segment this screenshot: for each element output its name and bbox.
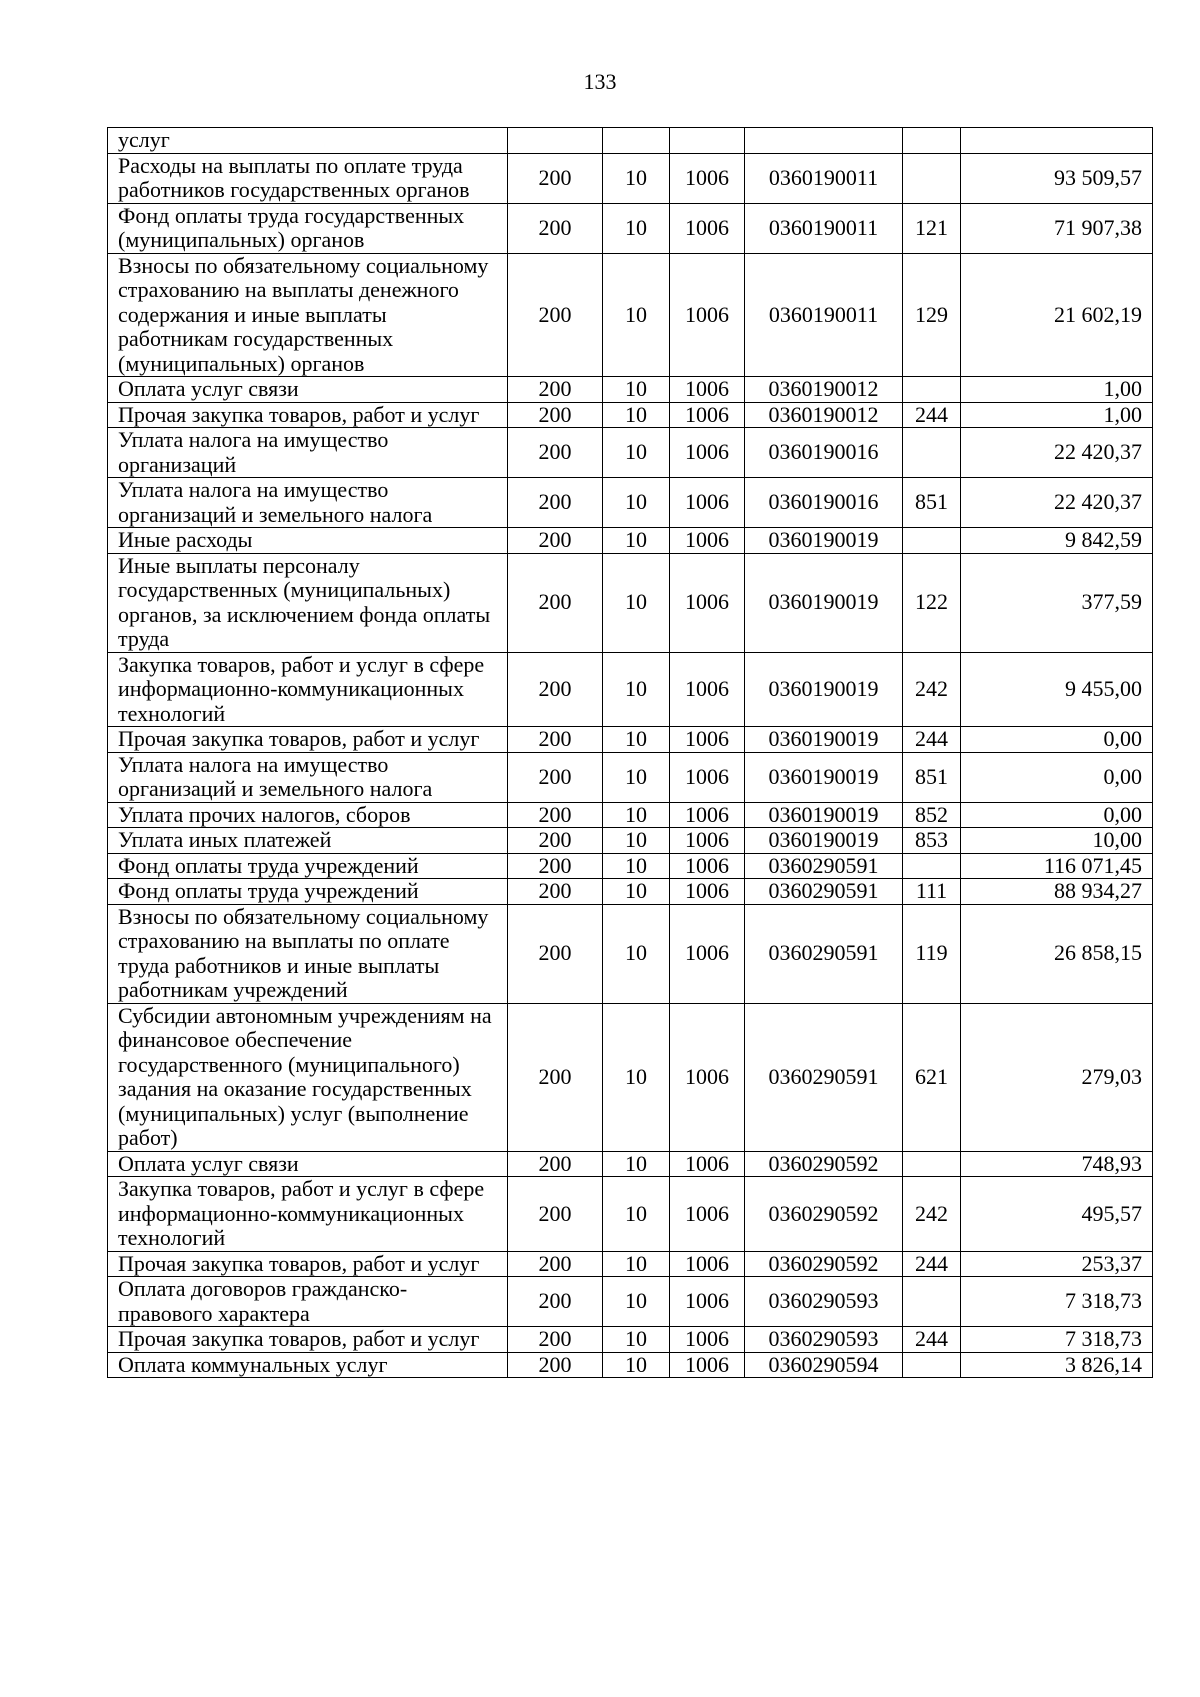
cell-vr: 122 [903, 553, 961, 652]
cell-rz: 10 [603, 402, 670, 428]
cell-sum: 22 420,37 [961, 428, 1153, 478]
table-row [108, 1151, 1153, 1177]
cell-sum: 748,93 [961, 1151, 1153, 1177]
cell-csr: 0360290591 [745, 1003, 903, 1151]
cell-csr: 0360290592 [745, 1251, 903, 1277]
cell-name: Фонд оплаты труда учреждений [108, 879, 508, 905]
table-row [108, 253, 1153, 377]
cell-name: Уплата налога на имущество организаций и земельного налога [108, 752, 508, 802]
cell-sum: 0,00 [961, 727, 1153, 753]
cell-csr: 0360190019 [745, 652, 903, 727]
table-row [108, 528, 1153, 554]
cell-vr: 244 [903, 402, 961, 428]
cell-vr [903, 528, 961, 554]
cell-pr: 1006 [670, 1327, 745, 1353]
cell-rz: 10 [603, 1327, 670, 1353]
cell-csr: 0360190011 [745, 253, 903, 377]
table-row [108, 652, 1153, 727]
cell-csr: 0360290593 [745, 1277, 903, 1327]
cell-vr: 121 [903, 203, 961, 253]
cell-ved: 200 [508, 478, 603, 528]
cell-rz: 10 [603, 1177, 670, 1252]
cell-pr: 1006 [670, 1003, 745, 1151]
cell-sum: 495,57 [961, 1177, 1153, 1252]
table-row [108, 1003, 1153, 1151]
cell-csr: 0360290591 [745, 853, 903, 879]
cell-pr: 1006 [670, 402, 745, 428]
cell-rz: 10 [603, 553, 670, 652]
cell-pr: 1006 [670, 727, 745, 753]
cell-sum: 279,03 [961, 1003, 1153, 1151]
cell-vr: 244 [903, 727, 961, 753]
cell-vr [903, 853, 961, 879]
cell-vr: 242 [903, 1177, 961, 1252]
cell-vr: 129 [903, 253, 961, 377]
budget-table [107, 127, 1153, 1378]
cell-sum: 7 318,73 [961, 1277, 1153, 1327]
cell-csr: 0360190019 [745, 553, 903, 652]
cell-rz: 10 [603, 727, 670, 753]
cell-sum: 22 420,37 [961, 478, 1153, 528]
table-row [108, 1251, 1153, 1277]
cell-sum: 71 907,38 [961, 203, 1153, 253]
cell-csr: 0360190019 [745, 802, 903, 828]
cell-rz: 10 [603, 528, 670, 554]
cell-name: Фонд оплаты труда государственных (муниципальных) органов [108, 203, 508, 253]
cell-rz: 10 [603, 1352, 670, 1378]
cell-ved: 200 [508, 203, 603, 253]
cell-csr: 0360190016 [745, 428, 903, 478]
cell-rz: 10 [603, 879, 670, 905]
table-body [108, 128, 1153, 1378]
cell-ved: 200 [508, 377, 603, 403]
cell-pr: 1006 [670, 828, 745, 854]
cell-sum: 26 858,15 [961, 904, 1153, 1003]
cell-pr: 1006 [670, 1277, 745, 1327]
cell-pr: 1006 [670, 528, 745, 554]
cell-pr: 1006 [670, 478, 745, 528]
table-row [108, 402, 1153, 428]
cell-csr [745, 128, 903, 154]
cell-name: Оплата коммунальных услуг [108, 1352, 508, 1378]
cell-csr: 0360190012 [745, 402, 903, 428]
cell-csr: 0360290592 [745, 1177, 903, 1252]
cell-sum: 3 826,14 [961, 1352, 1153, 1378]
cell-name: Закупка товаров, работ и услуг в сфере информационно-коммуникационных технологий [108, 1177, 508, 1252]
cell-pr: 1006 [670, 1151, 745, 1177]
cell-rz: 10 [603, 478, 670, 528]
table-row [108, 478, 1153, 528]
table-row [108, 553, 1153, 652]
cell-vr: 853 [903, 828, 961, 854]
cell-ved: 200 [508, 828, 603, 854]
cell-rz: 10 [603, 203, 670, 253]
cell-csr: 0360190019 [745, 752, 903, 802]
cell-vr: 244 [903, 1327, 961, 1353]
cell-name: Закупка товаров, работ и услуг в сфере информационно-коммуникационных технологий [108, 652, 508, 727]
table-row [108, 1277, 1153, 1327]
cell-ved: 200 [508, 904, 603, 1003]
cell-ved: 200 [508, 1151, 603, 1177]
table-row [108, 853, 1153, 879]
cell-vr [903, 1352, 961, 1378]
cell-name: Прочая закупка товаров, работ и услуг [108, 402, 508, 428]
cell-csr: 0360290591 [745, 904, 903, 1003]
cell-rz: 10 [603, 1003, 670, 1151]
cell-pr: 1006 [670, 1251, 745, 1277]
cell-pr: 1006 [670, 853, 745, 879]
cell-csr: 0360190019 [745, 828, 903, 854]
cell-sum: 0,00 [961, 752, 1153, 802]
cell-vr [903, 1277, 961, 1327]
cell-rz: 10 [603, 1251, 670, 1277]
cell-sum: 9 455,00 [961, 652, 1153, 727]
cell-ved: 200 [508, 652, 603, 727]
cell-name: Прочая закупка товаров, работ и услуг [108, 1251, 508, 1277]
cell-name: Иные расходы [108, 528, 508, 554]
cell-sum: 1,00 [961, 402, 1153, 428]
cell-vr [903, 377, 961, 403]
cell-pr: 1006 [670, 428, 745, 478]
cell-pr: 1006 [670, 1177, 745, 1252]
cell-name: Оплата услуг связи [108, 1151, 508, 1177]
cell-ved: 200 [508, 1277, 603, 1327]
cell-sum: 253,37 [961, 1251, 1153, 1277]
cell-name: Прочая закупка товаров, работ и услуг [108, 727, 508, 753]
cell-sum: 116 071,45 [961, 853, 1153, 879]
cell-name: Уплата прочих налогов, сборов [108, 802, 508, 828]
cell-pr: 1006 [670, 553, 745, 652]
cell-rz: 10 [603, 1151, 670, 1177]
cell-ved: 200 [508, 1327, 603, 1353]
cell-vr: 851 [903, 478, 961, 528]
cell-vr [903, 1151, 961, 1177]
cell-name: услуг [108, 128, 508, 154]
cell-rz: 10 [603, 752, 670, 802]
cell-name: Расходы на выплаты по оплате труда работников государственных органов [108, 153, 508, 203]
cell-vr: 242 [903, 652, 961, 727]
cell-rz: 10 [603, 828, 670, 854]
table-row [108, 727, 1153, 753]
cell-csr: 0360190016 [745, 478, 903, 528]
cell-name: Взносы по обязательному социальному страхованию на выплаты денежного содержания и иные выплаты работникам государственных (муниципальных) органов [108, 253, 508, 377]
cell-sum: 10,00 [961, 828, 1153, 854]
cell-csr: 0360190011 [745, 153, 903, 203]
cell-pr: 1006 [670, 203, 745, 253]
table-row [108, 752, 1153, 802]
cell-ved: 200 [508, 727, 603, 753]
cell-rz: 10 [603, 1277, 670, 1327]
table-row [108, 377, 1153, 403]
cell-csr: 0360290593 [745, 1327, 903, 1353]
cell-ved [508, 128, 603, 154]
cell-vr: 244 [903, 1251, 961, 1277]
cell-csr: 0360190011 [745, 203, 903, 253]
cell-ved: 200 [508, 1352, 603, 1378]
cell-rz: 10 [603, 904, 670, 1003]
cell-ved: 200 [508, 1251, 603, 1277]
cell-pr: 1006 [670, 904, 745, 1003]
cell-rz: 10 [603, 153, 670, 203]
cell-ved: 200 [508, 253, 603, 377]
cell-sum: 9 842,59 [961, 528, 1153, 554]
cell-ved: 200 [508, 853, 603, 879]
table-row [108, 153, 1153, 203]
cell-pr [670, 128, 745, 154]
cell-pr: 1006 [670, 253, 745, 377]
cell-csr: 0360290591 [745, 879, 903, 905]
cell-sum: 21 602,19 [961, 253, 1153, 377]
table-row [108, 904, 1153, 1003]
cell-name: Взносы по обязательному социальному страхованию на выплаты по оплате труда работников и иные выплаты работникам учреждений [108, 904, 508, 1003]
cell-rz: 10 [603, 428, 670, 478]
cell-rz: 10 [603, 377, 670, 403]
cell-ved: 200 [508, 428, 603, 478]
table-row [108, 802, 1153, 828]
cell-rz: 10 [603, 802, 670, 828]
cell-rz [603, 128, 670, 154]
cell-name: Уплата налога на имущество организаций [108, 428, 508, 478]
cell-vr [903, 128, 961, 154]
cell-ved: 200 [508, 802, 603, 828]
cell-csr: 0360290594 [745, 1352, 903, 1378]
table-row [108, 428, 1153, 478]
table-row [108, 1177, 1153, 1252]
cell-csr: 0360290592 [745, 1151, 903, 1177]
cell-rz: 10 [603, 652, 670, 727]
table-row [108, 879, 1153, 905]
cell-csr: 0360190019 [745, 727, 903, 753]
table-row [108, 1352, 1153, 1378]
cell-rz: 10 [603, 253, 670, 377]
table-row [108, 203, 1153, 253]
cell-rz: 10 [603, 853, 670, 879]
cell-pr: 1006 [670, 1352, 745, 1378]
cell-ved: 200 [508, 1177, 603, 1252]
cell-vr [903, 428, 961, 478]
cell-vr: 851 [903, 752, 961, 802]
cell-ved: 200 [508, 153, 603, 203]
cell-name: Фонд оплаты труда учреждений [108, 853, 508, 879]
cell-sum: 377,59 [961, 553, 1153, 652]
cell-ved: 200 [508, 1003, 603, 1151]
cell-name: Уплата иных платежей [108, 828, 508, 854]
table-row [108, 128, 1153, 154]
cell-vr [903, 153, 961, 203]
cell-pr: 1006 [670, 652, 745, 727]
cell-pr: 1006 [670, 802, 745, 828]
cell-vr: 852 [903, 802, 961, 828]
cell-name: Субсидии автономным учреждениям на финансовое обеспечение государственного (муниципального) задания на оказание государственных (муниципальных) услуг (выполнение работ) [108, 1003, 508, 1151]
cell-pr: 1006 [670, 879, 745, 905]
cell-sum: 1,00 [961, 377, 1153, 403]
cell-pr: 1006 [670, 153, 745, 203]
cell-ved: 200 [508, 553, 603, 652]
cell-vr: 119 [903, 904, 961, 1003]
cell-name: Уплата налога на имущество организаций и земельного налога [108, 478, 508, 528]
cell-ved: 200 [508, 402, 603, 428]
cell-name: Прочая закупка товаров, работ и услуг [108, 1327, 508, 1353]
cell-csr: 0360190012 [745, 377, 903, 403]
cell-csr: 0360190019 [745, 528, 903, 554]
cell-name: Иные выплаты персоналу государственных (муниципальных) органов, за исключением фонда оплаты труда [108, 553, 508, 652]
table-row [108, 828, 1153, 854]
cell-pr: 1006 [670, 752, 745, 802]
cell-name: Оплата услуг связи [108, 377, 508, 403]
cell-sum: 7 318,73 [961, 1327, 1153, 1353]
cell-sum: 88 934,27 [961, 879, 1153, 905]
cell-vr: 621 [903, 1003, 961, 1151]
cell-sum [961, 128, 1153, 154]
cell-sum: 0,00 [961, 802, 1153, 828]
cell-ved: 200 [508, 752, 603, 802]
cell-ved: 200 [508, 528, 603, 554]
cell-name: Оплата договоров гражданско-правового характера [108, 1277, 508, 1327]
cell-sum: 93 509,57 [961, 153, 1153, 203]
cell-ved: 200 [508, 879, 603, 905]
table-row [108, 1327, 1153, 1353]
page-number: 133 [583, 69, 617, 94]
cell-vr: 111 [903, 879, 961, 905]
cell-pr: 1006 [670, 377, 745, 403]
